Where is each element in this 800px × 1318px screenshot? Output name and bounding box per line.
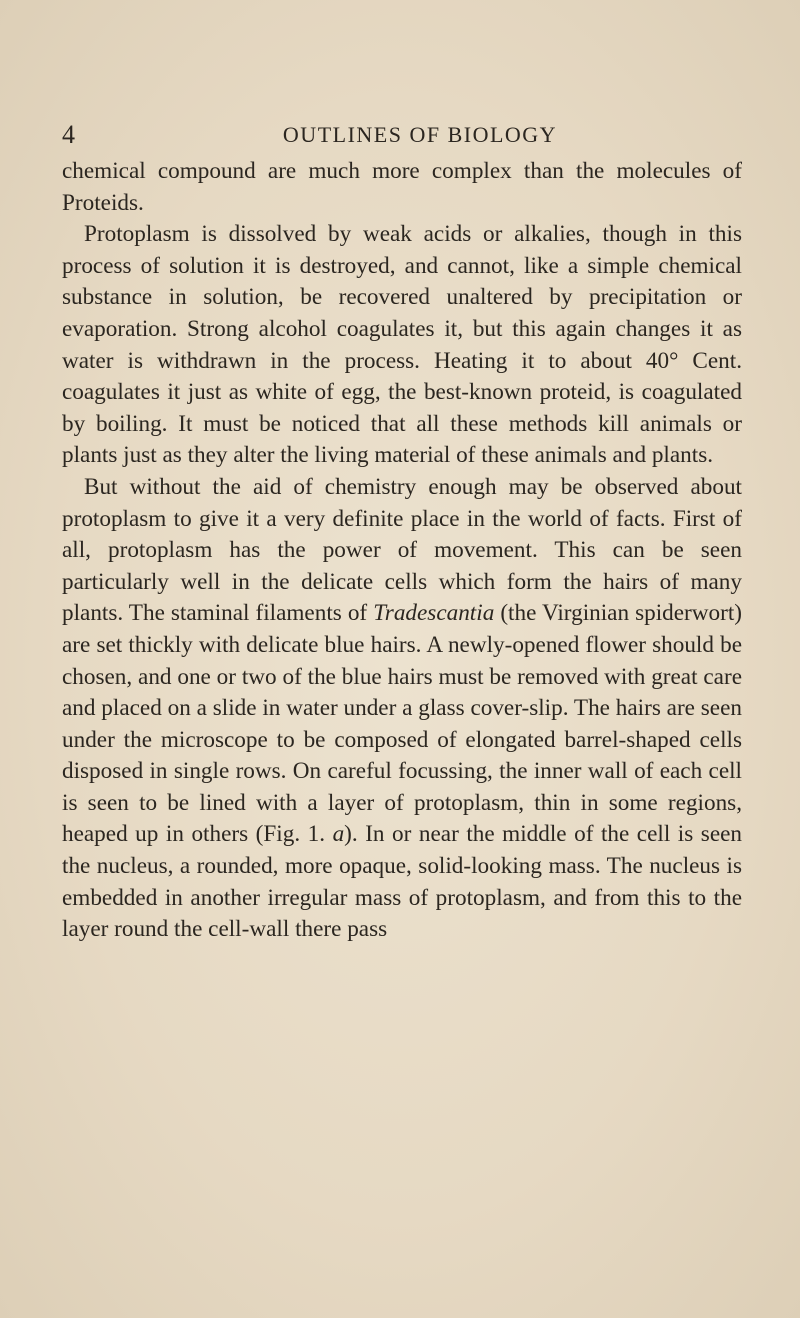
paragraph-continuation: chemical compound are much more complex than the molecules of Proteids. <box>62 158 742 216</box>
paragraph-text-segment: (the Virginian spiderwort) are set thickly with delicate blue hairs. A newly-opened flower should be chosen, and one or two of the blue hairs must be removed with great care and placed on a slide in water under a glass cover-slip. The hairs are seen under the microscope to be composed of elongated barrel-shaped cells disposed in single rows. On careful focussing, the inner wall of each cell is seen to be lined with a layer of protoplasm, thin in some regions, heaped up in others (Fig. 1. <box>62 600 742 848</box>
page-number: 4 <box>62 120 75 149</box>
paragraph-text-segment: ). In or near the middle of the cell is seen the nucleus, a rounded, more opaque, solid-looking mass. The nucleus is embedded in another irregular mass of protoplasm, and from this to the layer round the cell-wall there pass <box>62 821 742 943</box>
body-text <box>62 156 742 946</box>
paragraph-protoplasm-solubility: Protoplasm is dissolved by weak acids or alkalies, though in this process of solution it is destroyed, and cannot, like a simple chemical substance in solution, be recovered unaltered by precipitation or evaporation. Strong alcohol coagulates it, but this again changes it as water is withdrawn in the process. Heating it to about 40° Cent. coagulates it just as white of egg, the best-known proteid, is coagulated by boiling. It must be noticed that all these methods kill animals or plants just as they alter the living material of these animals and plants. <box>62 221 742 469</box>
running-head: OUTLINES OF BIOLOGY <box>282 122 558 147</box>
paragraph-protoplasm-movement <box>62 472 742 946</box>
genus-name: Tradescantia <box>373 600 495 627</box>
paragraph-text-segment: But without the aid of chemistry enough may be observed about protoplasm to give it a very definite place in the world of facts. First of all, protoplasm has the power of movement. This can be seen particularly well in the delicate cells which form the hairs of many plants. The staminal filaments of <box>62 473 742 627</box>
figure-reference: a <box>332 821 345 848</box>
page-header <box>62 118 752 152</box>
